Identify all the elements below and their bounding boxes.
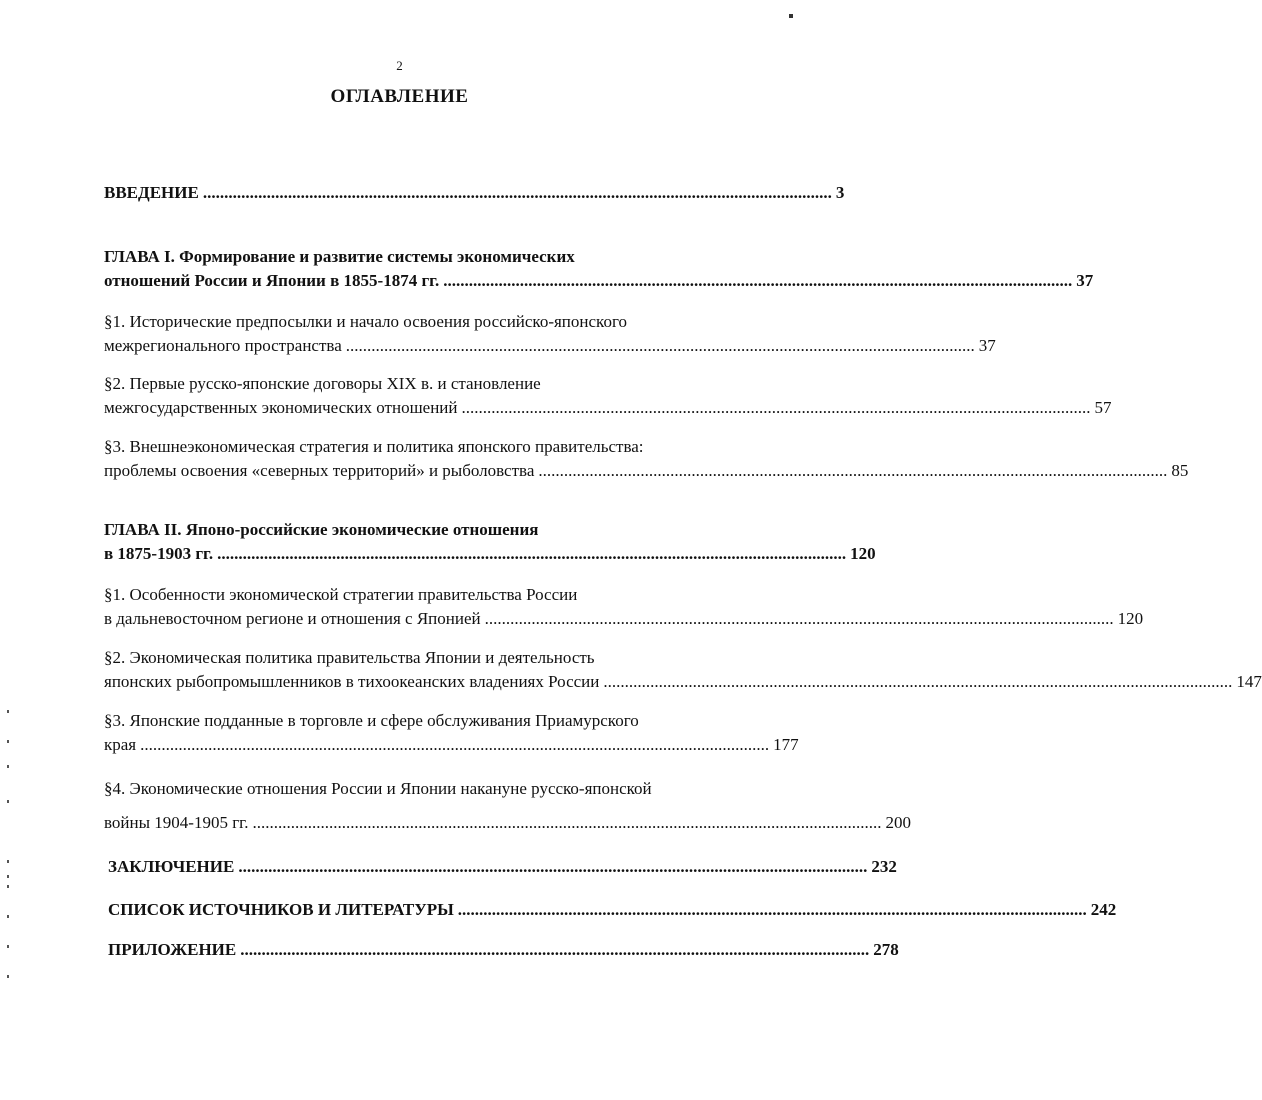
toc-entry-title: ГЛАВА I. Формирование и развитие системы экономических (104, 247, 575, 266)
toc-entry-title: §4. Экономические отношения России и Японии накануне русско-японской (104, 779, 652, 798)
scan-mark (7, 975, 9, 978)
toc-entry-title: СПИСОК ИСТОЧНИКОВ И ЛИТЕРАТУРЫ (108, 900, 454, 919)
toc-page-number: 37 (978, 336, 996, 355)
toc-entry-title-cont: в дальневосточном регионе и отношения с Японией (104, 609, 481, 628)
toc-entry-title-cont: межгосударственных экономических отношений (104, 398, 458, 417)
toc-entry-ch2-section-3[interactable] (104, 709, 799, 757)
toc-entry-title-cont: войны 1904-1905 гг. (104, 813, 249, 832)
toc-entry-title-cont: отношений России и Японии в 1855-1874 гг. (104, 271, 440, 290)
toc-page-number: 177 (773, 735, 799, 754)
toc-entry-title-cont: межрегионального пространства (104, 336, 342, 355)
toc-entry-ch2-section-2[interactable] (104, 646, 1262, 694)
toc-page-number: 85 (1171, 461, 1189, 480)
toc-page-number: 147 (1236, 672, 1262, 691)
scan-mark (7, 740, 9, 743)
toc-page-number: 37 (1076, 271, 1094, 290)
leader-dots: .................................................................................................................................................... (345, 336, 975, 355)
toc-page-number: 120 (850, 544, 876, 563)
leader-dots: .................................................................................................................................................... (603, 672, 1233, 691)
toc-entry-conclusion[interactable] (108, 855, 897, 879)
toc-entry-sources[interactable] (108, 898, 1117, 922)
toc-entry-chapter-1[interactable] (104, 245, 1094, 293)
page-number: 2 (396, 58, 403, 73)
toc-page-number: 3 (835, 183, 845, 202)
toc-entry-title: ПРИЛОЖЕНИЕ (108, 940, 237, 959)
toc-entry-title: §1. Особенности экономической стратегии правительства России (104, 585, 578, 604)
scan-mark (7, 915, 9, 918)
toc-entry-title-cont: в 1875-1903 гг. (104, 544, 214, 563)
scan-artifacts (4, 700, 14, 1000)
leader-dots: .................................................................................................................................................... (217, 544, 847, 563)
scan-mark (7, 710, 9, 713)
leader-dots: .................................................................................................................................................... (202, 183, 832, 202)
toc-entry-title-cont: проблемы освоения «северных территорий» и рыболовства (104, 461, 535, 480)
leader-dots: .................................................................................................................................................... (461, 398, 1091, 417)
toc-entry-ch1-section-2[interactable] (104, 372, 1112, 420)
toc-entry-title-cont: японских рыбопромышленников в тихоокеанских владениях России (104, 672, 600, 691)
toc-entry-title: ЗАКЛЮЧЕНИЕ (108, 857, 235, 876)
toc-entry-intro[interactable] (104, 181, 845, 205)
scan-mark (789, 14, 793, 18)
toc-entry-title: §3. Японские подданные в торговле и сфере обслуживания Приамурского (104, 711, 639, 730)
leader-dots: .................................................................................................................................................... (484, 609, 1114, 628)
leader-dots: .................................................................................................................................................... (538, 461, 1168, 480)
scan-mark (7, 885, 9, 888)
leader-dots: .................................................................................................................................................... (457, 900, 1087, 919)
toc-entry-title: §3. Внешнеэкономическая стратегия и политика японского правительства: (104, 437, 644, 456)
toc-entry-title: §2. Первые русско-японские договоры XIX в. и становление (104, 374, 541, 393)
toc-entry-title: §2. Экономическая политика правительства Японии и деятельность (104, 648, 595, 667)
scan-mark (7, 765, 9, 768)
toc-entry-ch1-section-3[interactable] (104, 435, 1189, 483)
leader-dots: .................................................................................................................................................... (443, 271, 1073, 290)
toc-page-number: 232 (871, 857, 897, 876)
toc-entry-ch2-section-1[interactable] (104, 583, 1144, 631)
toc-entry-ch2-section-4[interactable] (104, 772, 911, 840)
scan-mark (7, 945, 9, 948)
leader-dots: .................................................................................................................................................... (238, 857, 868, 876)
toc-page-number: 200 (885, 813, 911, 832)
toc-entry-title-cont: края (104, 735, 137, 754)
scan-mark (7, 800, 9, 803)
leader-dots: .................................................................................................................................................... (252, 813, 882, 832)
scan-mark (7, 875, 9, 878)
toc-entry-title: ВВЕДЕНИЕ (104, 183, 199, 202)
toc-page-number: 120 (1117, 609, 1144, 628)
scan-mark (7, 860, 9, 863)
toc-entry-appendix[interactable] (108, 938, 899, 962)
toc-entry-title: ГЛАВА II. Японо-российские экономические отношения (104, 520, 539, 539)
toc-page-number: 278 (873, 940, 899, 959)
toc-page-number: 57 (1094, 398, 1112, 417)
toc-entry-ch1-section-1[interactable] (104, 310, 996, 358)
toc-page-number: 242 (1090, 900, 1117, 919)
leader-dots: .................................................................................................................................................... (140, 735, 770, 754)
page-title: ОГЛАВЛЕНИЕ (330, 86, 469, 107)
leader-dots: .................................................................................................................................................... (240, 940, 870, 959)
toc-entry-title: §1. Исторические предпосылки и начало освоения российско-японского (104, 312, 627, 331)
toc-entry-chapter-2[interactable] (104, 518, 876, 566)
